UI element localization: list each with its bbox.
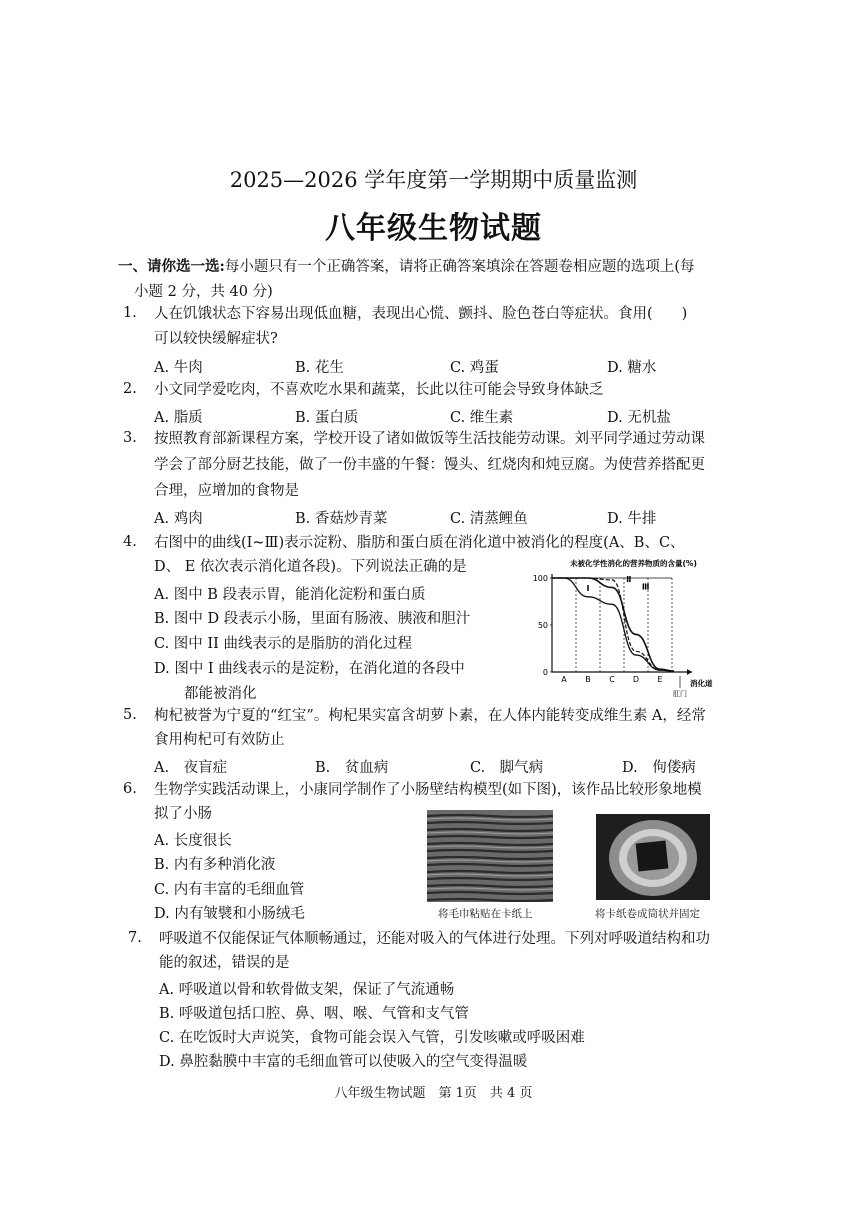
- chart-x-tick-label: E: [657, 675, 663, 684]
- q6-stem-1: 生物学实践活动课上，小康同学制作了小肠壁结构模型(如下图)，该作品比较形象地模: [154, 782, 702, 798]
- chart-x-tick-label: B: [585, 675, 591, 684]
- chart-series-line-2: [552, 578, 674, 671]
- q5-number: 5.: [123, 707, 137, 723]
- chart-x-tick-label: C: [609, 675, 615, 684]
- q4-option-c[interactable]: C. 图中 II 曲线表示的是脂肪的消化过程: [154, 636, 412, 652]
- exam-subtitle: 2025—2026 学年度第一学期期中质量监测: [229, 168, 638, 192]
- exam-title: 八年级生物试题: [325, 211, 542, 246]
- section-instructions: [118, 258, 695, 276]
- q4-option-d-cont: 都能被消化: [184, 686, 257, 702]
- q6-option-a[interactable]: A. 长度很长: [154, 833, 232, 849]
- section-heading: 一、请你选一选:: [118, 258, 225, 275]
- chart-y-tick-label: 100: [532, 574, 548, 583]
- q2-number: 2.: [123, 381, 137, 397]
- q5-stem-2: 食用枸杞可有效防止: [154, 732, 285, 748]
- chart-y-tick-label: 0: [542, 668, 548, 677]
- q7-option-a[interactable]: A. 呼吸道以骨和软骨做支架，保证了气流通畅: [159, 982, 455, 998]
- page-footer: 八年级生物试题 第 1页 共 4 页: [334, 1086, 533, 1101]
- towel-on-card-photo: [427, 810, 553, 902]
- section-instr-a: 每小题只有一个正确答案，请将正确答案填涂在答题卷相应题的选项上(每: [224, 259, 695, 275]
- chart-y-tick-label: 50: [537, 621, 548, 630]
- q2-option-a[interactable]: A. 脂质: [154, 410, 203, 426]
- q1-stem-2: 可以较快缓解症状?: [154, 331, 278, 347]
- q1-number: 1.: [123, 305, 137, 321]
- chart-anus-label: 肛门: [673, 690, 687, 698]
- q7-number: 7.: [128, 930, 142, 946]
- q2-option-b[interactable]: B. 蛋白质: [295, 410, 359, 426]
- q3-option-d[interactable]: D. 牛排: [607, 511, 657, 527]
- q5-option-a[interactable]: A. 夜盲症: [154, 760, 228, 776]
- chart-x-tick-label: A: [561, 675, 567, 684]
- q1-option-a[interactable]: A. 牛肉: [154, 360, 203, 376]
- q7-stem-2: 能的叙述，错误的是: [159, 955, 290, 971]
- q6-option-d[interactable]: D. 内有皱襞和小肠绒毛: [154, 906, 305, 922]
- q2-stem-1: 小文同学爱吃肉，不喜欢吃水果和蔬菜，长此以往可能会导致身体缺乏: [154, 382, 604, 398]
- q3-stem-3: 合理，应增加的食物是: [154, 483, 299, 499]
- q4-stem-1: 右图中的曲线(Ⅰ~Ⅲ)表示淀粉、脂肪和蛋白质在消化道中被消化的程度(A、B、C、: [154, 535, 685, 551]
- q4-option-a[interactable]: A. 图中 B 段表示胃，能消化淀粉和蛋白质: [154, 587, 426, 603]
- q6-stem-2: 拟了小肠: [154, 806, 212, 822]
- q7-option-b[interactable]: B. 呼吸道包括口腔、鼻、咽、喉、气管和支气管: [159, 1006, 469, 1022]
- q1-stem-1: 人在饥饿状态下容易出现低血糖，表现出心慌、颤抖、脸色苍白等症状。食用( ): [154, 306, 688, 322]
- digestion-chart: [522, 556, 742, 706]
- q3-stem-2: 学会了部分厨艺技能，做了一份丰盛的午餐：馒头、红烧肉和炖豆腐。为使营养搭配更: [154, 457, 705, 473]
- q3-option-a[interactable]: A. 鸡肉: [154, 511, 203, 527]
- q1-option-b[interactable]: B. 花生: [295, 360, 344, 376]
- section-instr-b: 小题 2 分，共 40 分): [134, 284, 273, 300]
- q6-number: 6.: [123, 781, 137, 797]
- q7-option-d[interactable]: D. 鼻腔黏膜中丰富的毛细血管可以使吸入的空气变得温暖: [159, 1054, 528, 1070]
- q3-stem-1: 按照教育部新课程方案，学校开设了诸如做饭等生活技能劳动课。刘平同学通过劳动课: [154, 431, 705, 447]
- q6-option-b[interactable]: B. 内有多种消化液: [154, 857, 276, 873]
- chart-series-line-1: [552, 578, 674, 671]
- q2-option-c[interactable]: C. 维生素: [450, 410, 514, 426]
- chart-x-axis-label: 消化道: [690, 679, 713, 688]
- tube-caption: 将卡纸卷成筒状并固定: [595, 908, 700, 920]
- q4-stem-2: D、 E 依次表示消化道各段)。下列说法正确的是: [154, 559, 467, 575]
- q7-option-c[interactable]: C. 在吃饭时大声说笑，食物可能会误入气管，引发咳嗽或呼吸困难: [159, 1030, 585, 1046]
- chart-ylabel: 未被化学性消化的营养物质的含量(%): [570, 559, 697, 568]
- q4-number: 4.: [123, 534, 137, 550]
- q1-option-c[interactable]: C. 鸡蛋: [450, 360, 499, 376]
- q7-stem-1: 呼吸道不仅能保证气体顺畅通过，还能对吸入的气体进行处理。下列对呼吸道结构和功: [159, 931, 710, 947]
- chart-series-label: Ⅲ: [641, 582, 650, 592]
- q3-option-c[interactable]: C. 清蒸鲤鱼: [450, 511, 528, 527]
- q5-option-b[interactable]: B. 贫血病: [315, 760, 389, 776]
- q2-option-d[interactable]: D. 无机盐: [607, 410, 671, 426]
- rolled-card-tube-photo: [596, 814, 710, 900]
- chart-series-line-3: [552, 578, 674, 671]
- q5-option-d[interactable]: D. 佝偻病: [622, 760, 696, 776]
- q3-option-b[interactable]: B. 香菇炒青菜: [295, 511, 388, 527]
- q4-option-d[interactable]: D. 图中 I 曲线表示的是淀粉，在消化道的各段中: [154, 661, 465, 677]
- q1-option-d[interactable]: D. 糖水: [607, 360, 657, 376]
- q5-option-c[interactable]: C. 脚气病: [470, 760, 544, 776]
- chart-series-label: Ⅰ: [586, 584, 590, 594]
- chart-x-tick-label: D: [632, 675, 640, 684]
- towel-caption: 将毛巾粘贴在卡纸上: [438, 908, 533, 920]
- q4-option-b[interactable]: B. 图中 D 段表示小肠，里面有肠液、胰液和胆汁: [154, 611, 471, 627]
- q5-stem-1: 枸杞被誉为宁夏的“红宝”。枸杞果实富含胡萝卜素，在人体内能转变成维生素 A，经常: [154, 708, 706, 724]
- chart-series-label: Ⅱ: [626, 574, 632, 584]
- chart-x-arrow: [687, 669, 692, 675]
- q6-option-c[interactable]: C. 内有丰富的毛细血管: [154, 882, 305, 898]
- q3-number: 3.: [123, 430, 137, 446]
